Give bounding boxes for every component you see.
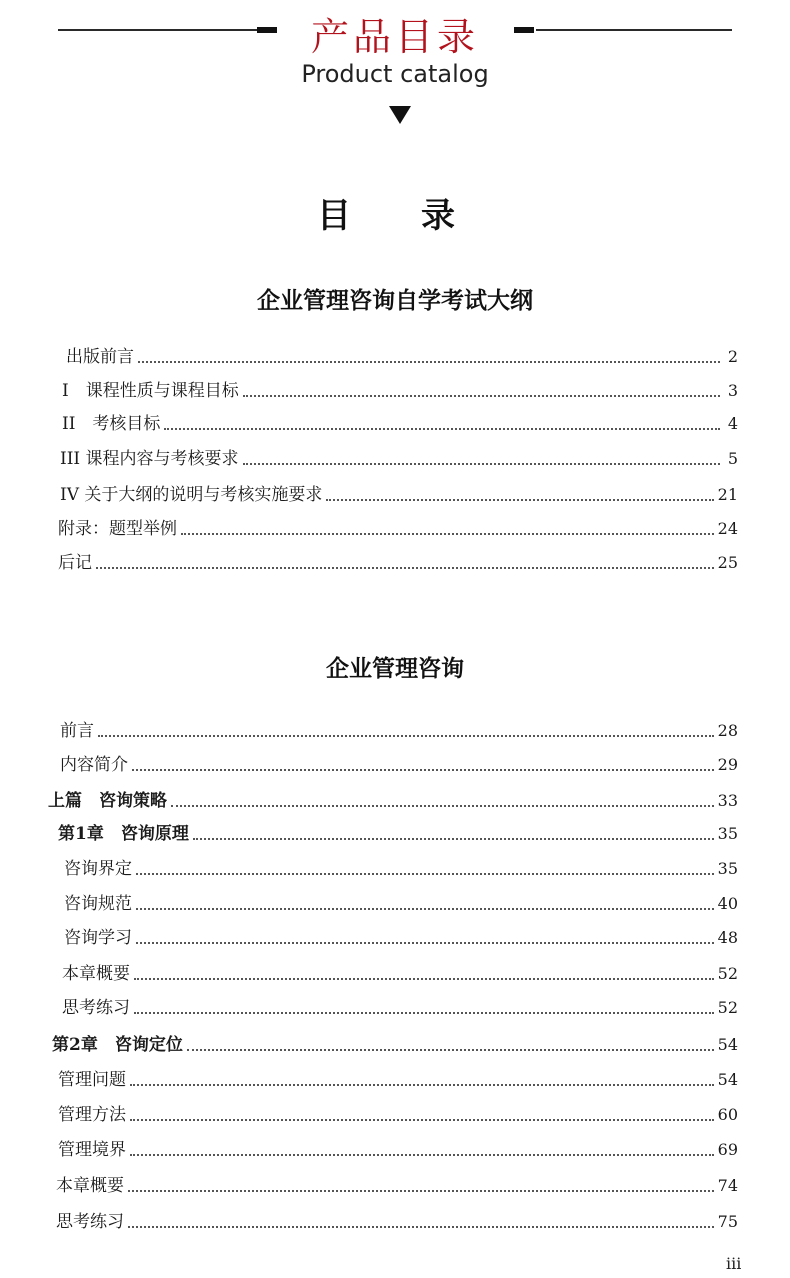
toc-leader	[134, 978, 714, 980]
toc-entry-page: 33	[717, 791, 738, 810]
toc-entry-page: 25	[717, 553, 738, 572]
toc-entry-text: 出版前言	[66, 347, 134, 367]
toc-leader	[130, 1084, 714, 1086]
toc-leader	[98, 735, 714, 737]
toc-entry-chapter	[58, 817, 738, 845]
toc-entry-chapter	[52, 1028, 738, 1056]
toc-entry	[58, 1133, 738, 1161]
toc-entry-page: 29	[717, 755, 738, 774]
toc-entry-text: 思考练习	[56, 1212, 124, 1232]
toc-entry	[62, 957, 738, 985]
toc-entry-page: 48	[717, 928, 738, 947]
toc-leader	[171, 805, 714, 807]
toc-leader	[138, 361, 720, 363]
toc-entry-page: 35	[717, 824, 738, 843]
toc-entry	[58, 1098, 738, 1126]
toc-entry-page: 5	[727, 449, 738, 468]
toc-entry	[60, 714, 738, 742]
toc-entry	[58, 1063, 738, 1091]
toc-entry-text: IV 关于大纲的说明与考核实施要求	[60, 485, 323, 505]
catalog-header	[0, 0, 790, 130]
section-title-consulting: 企业管理咨询	[326, 655, 464, 682]
toc-entry	[60, 748, 738, 776]
toc-entry-page: 54	[717, 1035, 738, 1054]
header-title-en: Product catalog	[301, 60, 489, 88]
toc-entry-text: 前言	[60, 721, 94, 741]
toc-entry	[62, 991, 738, 1019]
toc-entry-text: 上篇 咨询策略	[48, 791, 167, 811]
toc-entry-text: III 课程内容与考核要求	[60, 449, 239, 469]
toc-entry-part	[48, 784, 738, 812]
toc-leader	[128, 1226, 714, 1228]
toc-entry	[56, 1205, 738, 1233]
toc-leader	[130, 1119, 714, 1121]
toc-entry-page: 3	[727, 381, 738, 400]
toc-leader	[187, 1049, 714, 1051]
toc-leader	[136, 873, 714, 875]
toc-entry-page: 21	[717, 485, 738, 504]
toc-entry	[58, 546, 738, 574]
toc-entry	[64, 852, 738, 880]
toc-title: 目 录	[317, 196, 473, 236]
toc-entry-page: 24	[717, 519, 738, 538]
toc-leader	[136, 908, 714, 910]
toc-leader	[243, 463, 720, 465]
toc-leader	[96, 567, 714, 569]
toc-entry-text: 附录：题型举例	[58, 519, 177, 539]
section-title-syllabus: 企业管理咨询自学考试大纲	[257, 287, 533, 314]
toc-entry	[62, 374, 738, 402]
toc-entry	[58, 512, 738, 540]
toc-leader	[193, 838, 714, 840]
toc-entry-page: 35	[717, 859, 738, 878]
toc-entry-page: 52	[717, 998, 738, 1017]
toc-entry	[56, 1169, 738, 1197]
toc-leader	[136, 942, 714, 944]
toc-entry-text: 本章概要	[62, 964, 130, 984]
toc-entry	[62, 407, 738, 435]
toc-entry-text: 管理境界	[58, 1140, 126, 1160]
toc-entry-text: 思考练习	[62, 998, 130, 1018]
toc-entry-page: 75	[717, 1212, 738, 1231]
header-title-cn: 产品目录	[310, 15, 479, 59]
toc-leader	[130, 1154, 714, 1156]
toc-entry-text: 管理方法	[58, 1105, 126, 1125]
toc-entry-text: 本章概要	[56, 1176, 124, 1196]
toc-entry-text: 第1章 咨询原理	[58, 824, 189, 844]
toc-entry-text: 后记	[58, 553, 92, 573]
toc-entry-text: I 课程性质与课程目标	[62, 381, 239, 401]
toc-entry-page: 4	[727, 414, 738, 433]
toc-entry-text: 内容简介	[60, 755, 128, 775]
toc-entry-page: 74	[717, 1176, 738, 1195]
toc-leader	[132, 769, 714, 771]
toc-entry-page: 40	[717, 894, 738, 913]
toc-entry	[60, 442, 738, 470]
toc-leader	[243, 395, 720, 397]
toc-leader	[134, 1012, 714, 1014]
toc-entry-page: 28	[717, 721, 738, 740]
toc-entry-page: 54	[717, 1070, 738, 1089]
toc-entry-text: 管理问题	[58, 1070, 126, 1090]
toc-entry-page: 60	[717, 1105, 738, 1124]
toc-leader	[128, 1190, 714, 1192]
toc-entry	[60, 478, 738, 506]
page-number: iii	[726, 1254, 742, 1273]
toc-leader	[164, 428, 720, 430]
toc-entry-text: 第2章 咨询定位	[52, 1035, 183, 1055]
toc-entry-text: II 考核目标	[62, 414, 161, 434]
toc-entry-page: 69	[717, 1140, 738, 1159]
toc-entry	[66, 340, 738, 368]
toc-leader	[181, 533, 714, 535]
toc-entry-page: 2	[727, 347, 738, 366]
toc-entry	[64, 921, 738, 949]
triangle-down-icon	[389, 106, 411, 124]
toc-leader	[326, 499, 713, 501]
toc-entry	[64, 887, 738, 915]
toc-entry-text: 咨询规范	[64, 894, 132, 914]
toc-entry-text: 咨询界定	[64, 859, 132, 879]
toc-entry-text: 咨询学习	[64, 928, 132, 948]
toc-entry-page: 52	[717, 964, 738, 983]
